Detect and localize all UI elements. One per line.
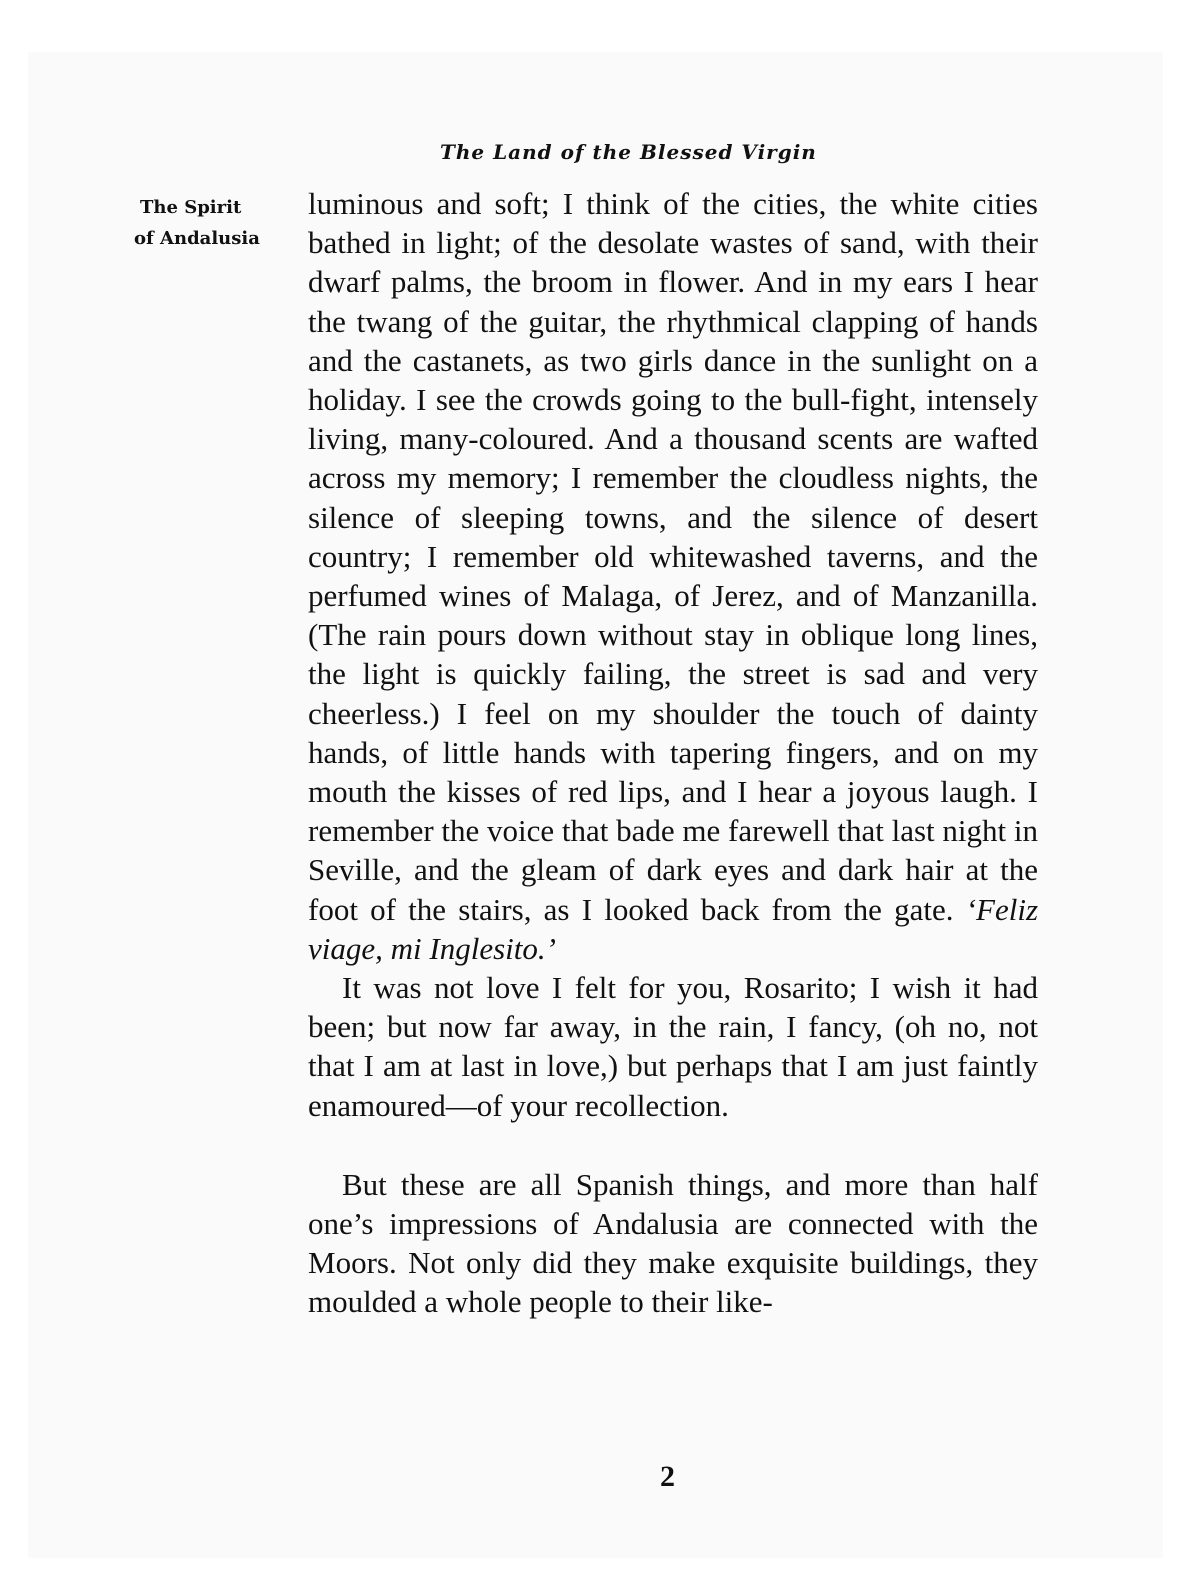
paragraph-3: But these are all Spanish things, and more than half one’s impressions of Andalusia are connected with the Moors. Not only did they make exquisite buildings, they moulded a whole people to their like- [308, 1166, 1038, 1320]
running-head: The Land of the Blessed Virgin [440, 140, 817, 164]
paragraph-1 [308, 184, 1038, 968]
margin-note-line-1: The Spirit [140, 197, 242, 218]
body-text [308, 184, 1038, 1322]
margin-note-line-2: of Andalusia [134, 228, 260, 249]
page-number: 2 [660, 1460, 675, 1493]
paragraph-1-text: luminous and soft; I think of the cities, the white cities bathed in light; of the desolate wastes of sand, with their dwarf palms, the broom in flower. And in my ears I hear the twang of the guitar, the rhythmical clapping of hands and the castanets, as two girls dance in the sunlight on a holiday. I see the crowds going to the bull-fight, intensely living, many-coloured. And a thousand scents are wafted across my memory; I remember the cloudless nights, the silence of sleeping towns, and the silence of desert country; I remember old whitewashed taverns, and the perfumed wines of Malaga, of Jerez, and of Manzanilla. (The rain pours down without stay in oblique long lines, the light is quickly failing, the street is sad and very cheerless.) I feel on my shoulder the touch of dainty hands, of little hands with tapering fingers, and on my mouth the kisses of red lips, and I hear a joyous laugh. I remember the voice that bade me farewell that last night in Seville, and the gleam of dark eyes and dark hair at the foot of the stairs, as I looked back from the gate. [308, 186, 1038, 927]
spanish-quote: ‘Feliz viage, mi Inglesito.’ [308, 891, 1039, 966]
margin-note [134, 192, 294, 254]
paragraph-2: It was not love I felt for you, Rosarito; I wish it had been; but now far away, in the rain, I fancy, (oh no, not that I am at last in love,) but perhaps that I am just faintly enamoured—of your recollection. [308, 970, 1038, 1123]
